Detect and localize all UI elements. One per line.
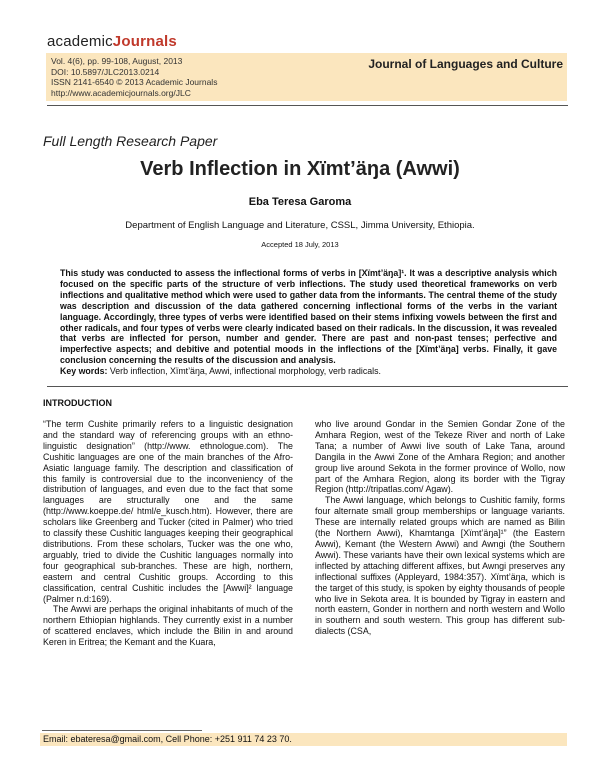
keywords-label: Key words:: [60, 366, 108, 376]
footnote-divider: [42, 730, 202, 731]
publication-meta: [51, 56, 217, 98]
abstract-divider: [47, 386, 568, 387]
abstract: This study was conducted to assess the inflectional forms of verbs in [Xïmt’äŋa]¹. It was a descriptive analysis which focused on the specific parts of the structure of verb inflections. The study used theoretical frameworks on verb inflections and qualitative method which were used to gather data from the informants. The central theme of the study was description and discussion of the data gathered concerning inflectional forms of the verbs in the variant language. Accordingly, three types of verbs were identified based on their stems infixing vowels between the first and other radicals, and four types of verbs were clearly indicated based on their radicals. In the discussion, it was revealed that verbs are inflected for person, number and gender. There are past and non-past tenses; perfective and imperfective aspects; and debitive and potential moods in the inflections of the [Xïmt’äŋa] verbs. Finally, it gave conclusion concerning the results of the discussion and analysis.: [60, 268, 557, 366]
paragraph: who live around Gondar in the Semien Gondar Zone of the Amhara Region, west of the Tekeze River and north of Lake Tana; a number of Awwi live south of Lake Tana, around Dangila in the Awwi Zone of the Amhara Region; and another group live around Sekota in the former province of Wollo, now part of the Amhara Region, along its border with the Tigray Region (http://tripatlas.com/ Agaw).: [315, 419, 565, 495]
body-column-right: [315, 419, 565, 719]
journal-name: Journal of Languages and Culture: [368, 57, 563, 71]
issn-line: ISSN 2141-6540 © 2013 Academic Journals: [51, 77, 218, 87]
section-heading-introduction: INTRODUCTION: [43, 398, 112, 408]
logo-part-journals: Journals: [112, 33, 177, 50]
author-affiliation: Department of English Language and Literature, CSSL, Jimma University, Ethiopia.: [125, 220, 475, 231]
paper-title: Verb Inflection in Xïmt’äŋa (Awwi): [140, 158, 460, 180]
paragraph: “The term Cushite primarily refers to a linguistic designation and the standard way of referencing groups with an ethno-linguistic designation” (http://www. ethnologue.com). The Cushitic languages are one of the main branches of the Afro-Asiatic language family. The description and classification of this family is controversial due to the inconveniency of the distribution of languages, and even due to the fact that some languages are structurally one and the same (http://www.koeppe.de/ html/e_kusch.htm). However, there are scholars like Greenberg and Tucker (cited in Palmer) who tried to classify these Cushitic languages keeping their geographical distributions. From these scholars, Tucker was the one who, arguably, tried to divide the Cushitic languages normally into four geographical sub-branches. These are high, northern, eastern and central Cushitic groups. According to this classification, central Cushitic includes the [Awwi]² language (Palmer n.d:169).: [43, 419, 293, 604]
corresponding-author-contact: Email: ebateresa@gmail.com, Cell Phone: +251 911 74 23 70.: [40, 733, 567, 746]
logo-part-academic: academic: [47, 33, 113, 50]
url-line[interactable]: http://www.academicjournals.org/JLC: [51, 87, 191, 98]
body-column-left: [43, 419, 293, 719]
paper-type: Full Length Research Paper: [43, 133, 218, 149]
paragraph: The Awwi language, which belongs to Cushitic family, forms four alternate small group memberships or language variants. These are internally related groups which are named as Bilin (the Northern Awwi), Khamtanga [Xïmt’äŋa]¹” (the Eastern Awwi), Kemant (the Western Awwi) and Awngi (the Southern Awwi). These variants have their own lexical systems which are inflected by attaching different affixes, but Awngi preserves any inflectional suffixes (Appleyard, 1984:357). Xïmt’äŋa, which is the target of this study, is spoken by eighty thousands of people who live in Sekota area. It is bounded by Tigray in eastern and north eastern, Gonder in northern and north western and Wollo in southern and south western. This group has different sub-dialects (CSA,: [315, 495, 565, 637]
volume-line: Vol. 4(6), pp. 99-108, August, 2013: [51, 56, 183, 66]
doi-line: DOI: 10.5897/JLC2013.0214: [51, 66, 160, 77]
journal-header-band: [46, 53, 567, 101]
keywords: [60, 366, 557, 377]
paragraph: The Awwi are perhaps the original inhabitants of much of the northern Ethiopian highlands. They currently exist in a number of scattered enclaves, which include the Bilin in and around Keren in Eritrea; the Kemant and the Kuara,: [43, 604, 293, 648]
author-name: Eba Teresa Garoma: [248, 196, 352, 208]
header-divider: [47, 105, 568, 106]
accepted-date: Accepted 18 July, 2013: [261, 240, 339, 249]
keywords-text: Verb inflection, Xïmt’äŋa, Awwi, inflectional morphology, verb radicals.: [107, 366, 381, 376]
publisher-logo: [47, 33, 177, 50]
